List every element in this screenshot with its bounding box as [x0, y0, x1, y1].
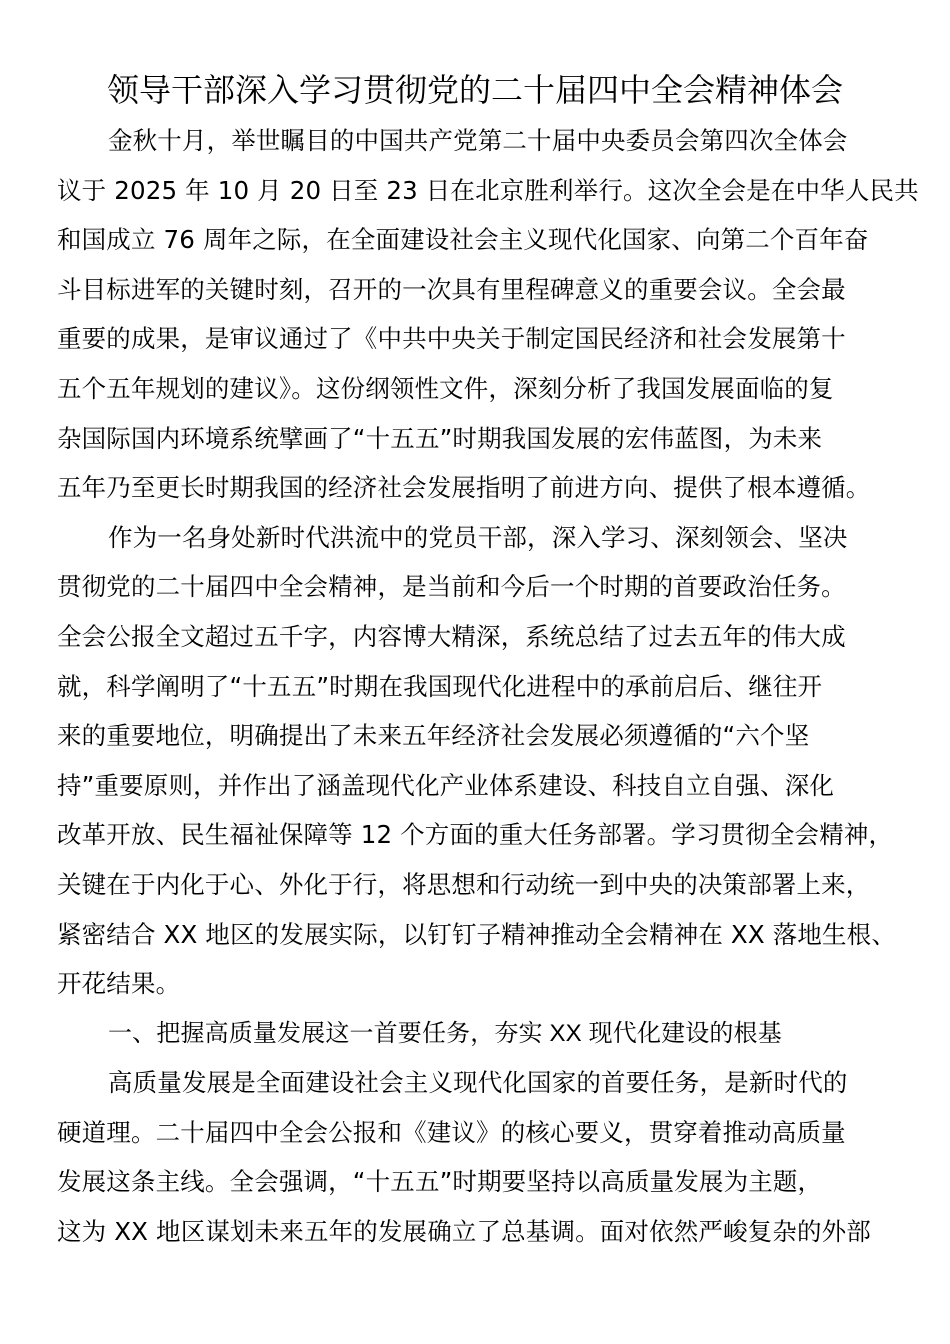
paragraph-line: 五年乃至更长时期我国的经济社会发展指明了前进方向、提供了根本遵循。	[57, 473, 871, 503]
paragraph-line: 发展这条主线。全会强调，“十五五”时期要坚持以高质量发展为主题，	[57, 1167, 823, 1197]
paragraph-line: 议于 2025 年 10 月 20 日至 23 日在北京胜利举行。这次全会是在中华人民共	[57, 175, 919, 205]
paragraph-line: 硬道理。二十届四中全会公报和《建议》的核心要义，贯穿着推动高质量	[57, 1117, 846, 1147]
paragraph-line: 作为一名身处新时代洪流中的党员干部，深入学习、深刻领会、坚决	[108, 522, 848, 552]
paragraph-line: 五个五年规划的建议》。这份纲领性文件，深刻分析了我国发展面临的复	[57, 373, 834, 403]
paragraph-intro	[57, 116, 917, 513]
paragraph-line: 开花结果。	[57, 969, 181, 999]
paragraph-line: 贯彻党的二十届四中全会精神，是当前和今后一个时期的首要政治任务。	[57, 572, 846, 602]
paragraph-line: 这为 XX 地区谋划未来五年的发展确立了总基调。面对依然严峻复杂的外部	[57, 1217, 871, 1247]
paragraph-high-quality-development	[57, 1058, 917, 1256]
section-heading-text: 一、把握高质量发展这一首要任务，夯实 XX 现代化建设的根基	[108, 1019, 782, 1047]
paragraph-line: 杂国际国内环境系统擘画了“十五五”时期我国发展的宏伟蓝图，为未来	[57, 423, 823, 453]
paragraph-line: 高质量发展是全面建设社会主义现代化国家的首要任务，是新时代的	[108, 1068, 848, 1098]
paragraph-line: 就，科学阐明了“十五五”时期在我国现代化进程中的承前启后、继往开	[57, 671, 823, 701]
paragraph-line: 来的重要地位，明确提出了未来五年经济社会发展必须遵循的“六个坚	[57, 721, 810, 751]
section-heading-1	[57, 1009, 917, 1059]
paragraph-line: 紧密结合 XX 地区的发展实际，以钉钉子精神推动全会精神在 XX 落地生根、	[57, 919, 896, 949]
document-body	[57, 116, 917, 1257]
paragraph-line: 改革开放、民生福祉保障等 12 个方面的重大任务部署。学习贯彻全会精神，	[57, 820, 894, 850]
paragraph-significance	[57, 513, 917, 1009]
paragraph-line: 斗目标进军的关键时刻，召开的一次具有里程碑意义的重要会议。全会最	[57, 274, 846, 304]
paragraph-line: 全会公报全文超过五千字，内容博大精深，系统总结了过去五年的伟大成	[57, 621, 846, 651]
paragraph-line: 重要的成果，是审议通过了《中共中央关于制定国民经济和社会发展第十	[57, 324, 846, 354]
paragraph-line: 持”重要原则，并作出了涵盖现代化产业体系建设、科技自立自强、深化	[57, 770, 834, 800]
paragraph-line: 金秋十月，举世瞩目的中国共产党第二十届中央委员会第四次全体会	[108, 126, 848, 155]
document-title: 领导干部深入学习贯彻党的二十届四中全会精神体会	[106, 71, 843, 109]
paragraph-line: 和国成立 76 周年之际，在全面建设社会主义现代化国家、向第二个百年奋	[57, 225, 869, 255]
paragraph-line: 关键在于内化于心、外化于行，将思想和行动统一到中央的决策部署上来，	[57, 869, 871, 899]
